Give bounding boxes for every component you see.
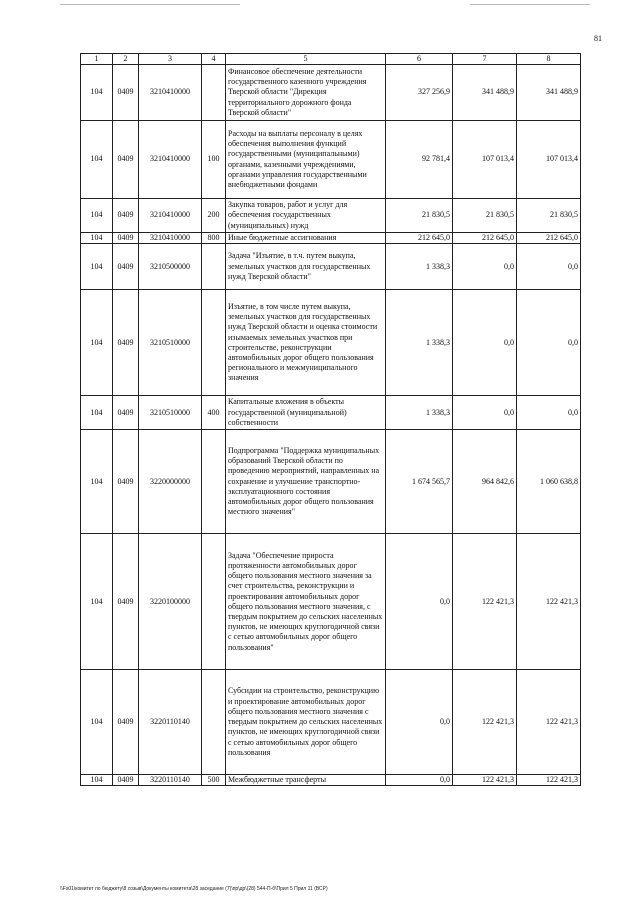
cell-description: Изъятие, в том числе путем выкупа, земельных участков для государственных нужд Тверской области и оценка стоимости изымаемых земельных участков при строительстве, реконструкции автомобильных дорог общего пользования регионального и межмуниципального значения [226, 290, 386, 396]
column-number: 3 [139, 54, 202, 65]
column-number: 5 [226, 54, 386, 65]
cell-section: 104 [81, 775, 113, 786]
scan-artifact-line [470, 4, 590, 5]
cell-description: Подпрограмма "Поддержка муниципальных образований Тверской области по проведению мероприятий, направленных на сохранение и улучшение транспортно-эксплуатационного состояния автомобильных дорог общего пользования местного значения" [226, 430, 386, 534]
cell-subsection: 0409 [113, 65, 139, 121]
table-row [81, 121, 581, 199]
cell-subsection: 0409 [113, 534, 139, 670]
cell-expense-type [202, 65, 226, 121]
table-row [81, 65, 581, 121]
cell-amount-year2: 107 013,4 [453, 121, 517, 199]
cell-section: 104 [81, 65, 113, 121]
cell-target-code: 3210510000 [139, 396, 202, 430]
cell-amount-year2: 964 842,6 [453, 430, 517, 534]
cell-amount-year2: 122 421,3 [453, 670, 517, 775]
cell-expense-type: 400 [202, 396, 226, 430]
cell-amount-year1: 21 830,5 [386, 199, 453, 233]
cell-expense-type [202, 244, 226, 290]
cell-amount-year3: 122 421,3 [517, 670, 581, 775]
cell-amount-year1: 0,0 [386, 775, 453, 786]
table-row [81, 233, 581, 244]
cell-amount-year3: 212 645,0 [517, 233, 581, 244]
cell-amount-year3: 1 060 638,8 [517, 430, 581, 534]
cell-amount-year3: 21 830,5 [517, 199, 581, 233]
cell-description: Расходы на выплаты персоналу в целях обеспечения выполнения функций государственными (муниципальными) органами, казенными учреждениями, органами управления государственными внебюджетными фондами [226, 121, 386, 199]
column-number-row [81, 54, 581, 65]
cell-section: 104 [81, 233, 113, 244]
cell-subsection: 0409 [113, 121, 139, 199]
cell-amount-year3: 0,0 [517, 244, 581, 290]
cell-expense-type [202, 670, 226, 775]
cell-amount-year2: 0,0 [453, 290, 517, 396]
cell-amount-year1: 327 256,9 [386, 65, 453, 121]
cell-description: Задача "Обеспечение прироста протяженности автомобильных дорог общего пользования местного значения за счет строительства, реконструкции и проектирования автомобильных дорог общего пользования местного значения, с твердым покрытием до сельских населенных пунктов, не имеющих круглогодичной связи с сетью автомобильных дорог общего пользования" [226, 534, 386, 670]
column-number: 6 [386, 54, 453, 65]
cell-subsection: 0409 [113, 430, 139, 534]
cell-amount-year2: 341 488,9 [453, 65, 517, 121]
cell-amount-year3: 0,0 [517, 396, 581, 430]
cell-target-code: 3210410000 [139, 121, 202, 199]
page-number: 81 [594, 34, 602, 43]
cell-section: 104 [81, 534, 113, 670]
table-row [81, 290, 581, 396]
cell-section: 104 [81, 121, 113, 199]
cell-description: Капитальные вложения в объекты государственной (муниципальной) собственности [226, 396, 386, 430]
column-number: 4 [202, 54, 226, 65]
cell-subsection: 0409 [113, 233, 139, 244]
cell-subsection: 0409 [113, 290, 139, 396]
cell-amount-year3: 107 013,4 [517, 121, 581, 199]
table-row [81, 244, 581, 290]
cell-target-code: 3220100000 [139, 534, 202, 670]
column-number: 7 [453, 54, 517, 65]
cell-section: 104 [81, 199, 113, 233]
cell-expense-type: 100 [202, 121, 226, 199]
column-number: 1 [81, 54, 113, 65]
cell-subsection: 0409 [113, 244, 139, 290]
cell-amount-year1: 0,0 [386, 534, 453, 670]
cell-section: 104 [81, 430, 113, 534]
cell-section: 104 [81, 244, 113, 290]
cell-expense-type: 200 [202, 199, 226, 233]
cell-amount-year3: 122 421,3 [517, 775, 581, 786]
cell-expense-type: 800 [202, 233, 226, 244]
cell-target-code: 3210410000 [139, 233, 202, 244]
cell-expense-type [202, 290, 226, 396]
cell-description: Иные бюджетные ассигнования [226, 233, 386, 244]
budget-table [80, 53, 581, 786]
scan-artifact-line [60, 4, 240, 5]
cell-subsection: 0409 [113, 396, 139, 430]
cell-subsection: 0409 [113, 775, 139, 786]
cell-section: 104 [81, 396, 113, 430]
table-row [81, 534, 581, 670]
table-row [81, 396, 581, 430]
cell-subsection: 0409 [113, 670, 139, 775]
cell-description: Субсидии на строительство, реконструкцию и проектирование автомобильных дорог общего пользования местного значения с твердым покрытием до сельских населенных пунктов, не имеющих круглогодичной связи с сетью автомобильных дорог общего пользования [226, 670, 386, 775]
table-row [81, 430, 581, 534]
cell-amount-year1: 1 674 565,7 [386, 430, 453, 534]
cell-amount-year1: 212 645,0 [386, 233, 453, 244]
cell-amount-year2: 122 421,3 [453, 775, 517, 786]
table-row [81, 199, 581, 233]
cell-description: Межбюджетные трансферты [226, 775, 386, 786]
cell-expense-type: 500 [202, 775, 226, 786]
cell-expense-type [202, 534, 226, 670]
cell-amount-year3: 341 488,9 [517, 65, 581, 121]
cell-amount-year2: 0,0 [453, 244, 517, 290]
cell-subsection: 0409 [113, 199, 139, 233]
cell-target-code: 3220110140 [139, 670, 202, 775]
cell-amount-year1: 1 338,3 [386, 244, 453, 290]
footer-file-path: \\Fs01\комитет по бюджету\8 созыв\Документы комитета\28 заседание (7)\пр\др\(28) 544-П-б\Прил 5 Прил 11 (ВСР) [60, 886, 328, 892]
table-row [81, 775, 581, 786]
cell-amount-year2: 21 830,5 [453, 199, 517, 233]
cell-description: Задача "Изъятие, в т.ч. путем выкупа, земельных участков для государственных нужд Тверской области" [226, 244, 386, 290]
cell-amount-year3: 0,0 [517, 290, 581, 396]
cell-amount-year2: 122 421,3 [453, 534, 517, 670]
cell-expense-type [202, 430, 226, 534]
cell-target-code: 3210500000 [139, 244, 202, 290]
cell-amount-year1: 0,0 [386, 670, 453, 775]
cell-target-code: 3210410000 [139, 199, 202, 233]
cell-description: Финансовое обеспечение деятельности государственного казенного учреждения Тверской области "Дирекция территориального дорожного фонда Тверской области" [226, 65, 386, 121]
cell-description: Закупка товаров, работ и услуг для обеспечения государственных (муниципальных) нужд [226, 199, 386, 233]
cell-target-code: 3220000000 [139, 430, 202, 534]
table-row [81, 670, 581, 775]
cell-amount-year1: 92 781,4 [386, 121, 453, 199]
cell-target-code: 3210410000 [139, 65, 202, 121]
cell-target-code: 3220110140 [139, 775, 202, 786]
column-number: 8 [517, 54, 581, 65]
column-number: 2 [113, 54, 139, 65]
cell-section: 104 [81, 290, 113, 396]
cell-section: 104 [81, 670, 113, 775]
cell-amount-year3: 122 421,3 [517, 534, 581, 670]
cell-amount-year1: 1 338,3 [386, 290, 453, 396]
cell-amount-year2: 0,0 [453, 396, 517, 430]
cell-amount-year2: 212 645,0 [453, 233, 517, 244]
cell-target-code: 3210510000 [139, 290, 202, 396]
cell-amount-year1: 1 338,3 [386, 396, 453, 430]
